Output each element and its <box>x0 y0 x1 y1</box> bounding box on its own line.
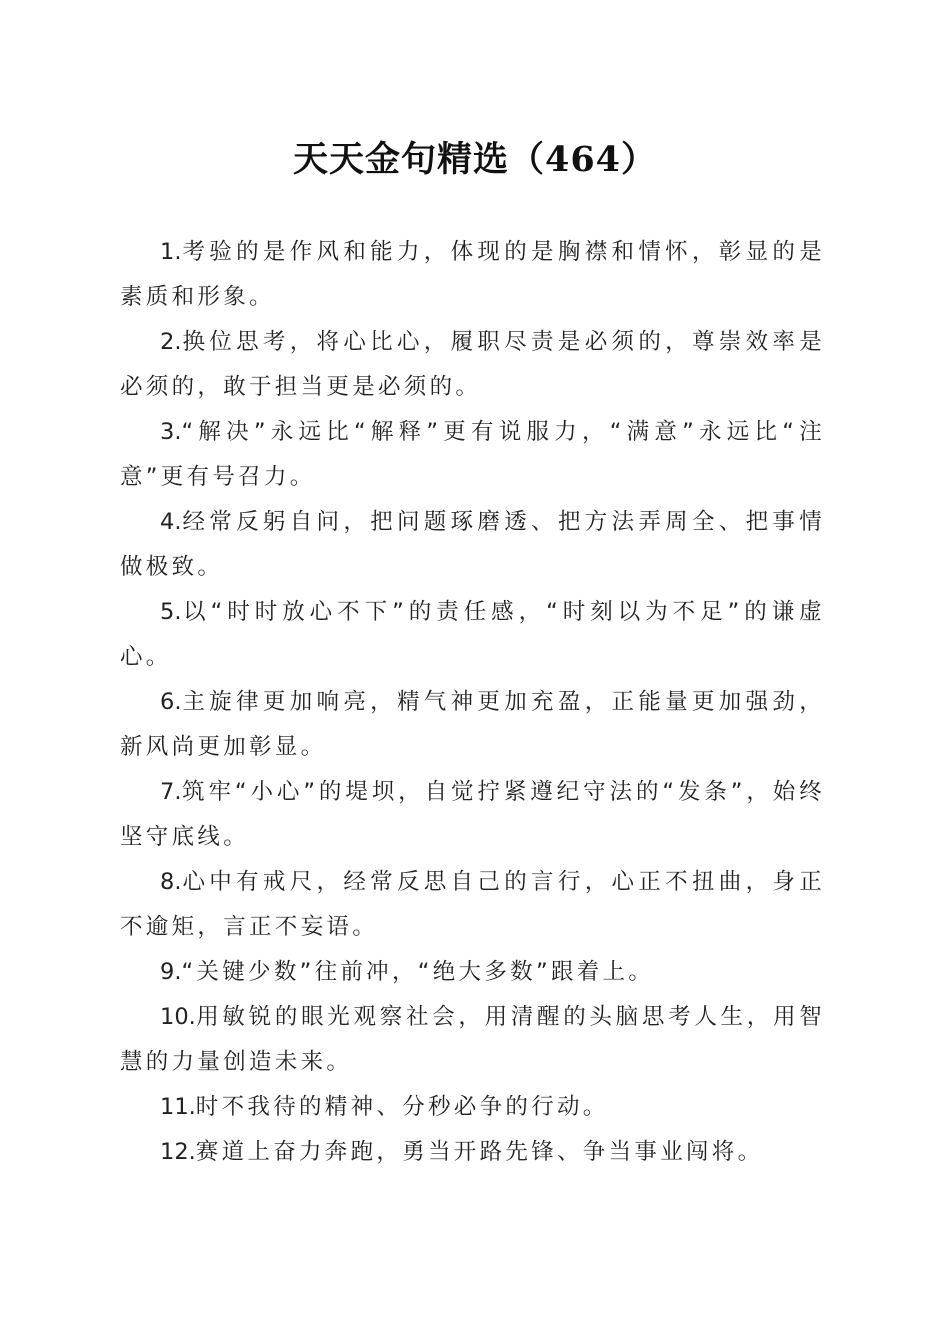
quote-text: 赛道上奋力奔跑，勇当开路先锋、争当事业闯将。 <box>195 1139 764 1165</box>
quote-item <box>120 770 825 860</box>
quote-text: 用敏锐的眼光观察社会，用清醒的头脑思考人生，用智慧的力量创造未来。 <box>120 1004 825 1075</box>
quote-number: 6. <box>160 689 182 715</box>
quote-item <box>120 230 825 320</box>
quote-item <box>120 590 825 680</box>
quote-number: 11. <box>160 1094 196 1120</box>
quote-text: 考验的是作风和能力，体现的是胸襟和情怀，彰显的是素质和形象。 <box>120 239 825 310</box>
quote-number: 9. <box>160 959 182 985</box>
quote-text: 心中有戒尺，经常反思自己的言行，心正不扭曲，身正不逾矩，言正不妄语。 <box>120 869 825 940</box>
quote-item <box>120 1130 825 1175</box>
quote-item <box>120 680 825 770</box>
quote-number: 10. <box>160 1004 196 1030</box>
quote-number: 4. <box>160 509 182 535</box>
quote-text: 换位思考，将心比心，履职尽责是必须的，尊崇效率是必须的，敢于担当更是必须的。 <box>120 329 825 400</box>
quote-number: 8. <box>160 869 182 895</box>
quote-number: 5. <box>160 599 182 625</box>
quote-item <box>120 1085 825 1130</box>
quote-text: “解决”永远比“解释”更有说服力，“满意”永远比“注意”更有号召力。 <box>120 419 825 490</box>
quote-number: 7. <box>160 779 182 805</box>
quote-text: 主旋律更加响亮，精气神更加充盈，正能量更加强劲，新风尚更加彰显。 <box>120 689 825 760</box>
quote-text: 经常反躬自问，把问题琢磨透、把方法弄周全、把事情做极致。 <box>120 509 825 580</box>
quote-number: 3. <box>160 419 182 445</box>
quote-list <box>120 230 825 1175</box>
quote-text: “关键少数”往前冲，“绝大多数”跟着上。 <box>181 959 655 985</box>
quote-item <box>120 410 825 500</box>
quote-number: 1. <box>160 239 182 265</box>
quote-text: 时不我待的精神、分秒必争的行动。 <box>195 1094 609 1120</box>
quote-item <box>120 950 825 995</box>
quote-number: 2. <box>160 329 182 355</box>
quote-number: 12. <box>160 1139 196 1165</box>
quote-item <box>120 995 825 1085</box>
document-title: 天天金句精选（464） <box>292 139 658 180</box>
quote-item <box>120 320 825 410</box>
quote-text: 以“时时放心不下”的责任感，“时刻以为不足”的谦虚心。 <box>120 599 825 670</box>
quote-item <box>120 500 825 590</box>
quote-text: 筑牢“小心”的堤坝，自觉拧紧遵纪守法的“发条”，始终坚守底线。 <box>120 779 825 850</box>
quote-item <box>120 860 825 950</box>
